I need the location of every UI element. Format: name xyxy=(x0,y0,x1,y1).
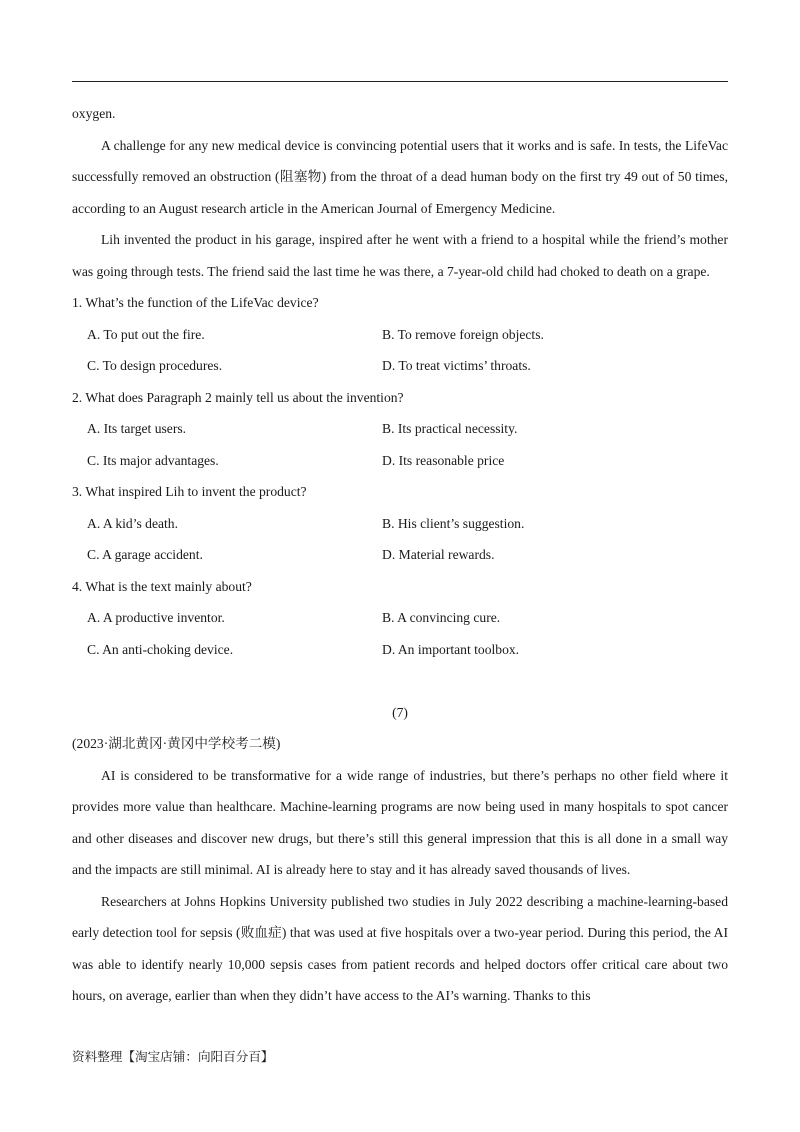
option-d: D. Material rewards. xyxy=(382,547,495,562)
paragraph-ai-healthcare: AI is considered to be transformative for a wide range of industries, but there’s perhaps no other field where it provides more value than healthcare. Machine-learning programs are now being used in many hospitals to spot cancer and other diseases and discover new drugs, but there’s still this general impression that this is all done in a small way and the impacts are still minimal. AI is already here to stay and it has already saved thousands of lives. xyxy=(72,767,728,877)
paragraph-inspiration: Lih invented the product in his garage, inspired after he went with a friend to a hospital while the friend’s mother was going through tests. The friend said the last time he was there, a 7-year-old child had choked to death on a grape. xyxy=(72,232,728,279)
option-a: A. Its target users. xyxy=(87,421,187,436)
source-line: (2023·湖北黄冈·黄冈中学校考二模) xyxy=(72,736,281,751)
section-number: (7) xyxy=(392,704,408,720)
paragraph-device-tests: A challenge for any new medical device is convincing potential users that it works and is safe. In tests, the LifeVac successfully removed an obstruction (阻塞物) from the throat of a dead human body on the first try 49 out of 50 times, according to an August research article in the American Journal of Emergency Medicine. xyxy=(72,137,728,216)
option-c: C. Its major advantages. xyxy=(87,452,219,468)
option-a: A. A kid’s death. xyxy=(87,515,179,531)
option-grid xyxy=(72,413,728,476)
option-d: D. An important toolbox. xyxy=(382,641,520,657)
option-c: C. To design procedures. xyxy=(87,358,223,373)
question-stem: 1. What’s the function of the LifeVac device? xyxy=(72,295,319,310)
question-stem: 4. What is the text mainly about? xyxy=(72,578,252,594)
option-a: A. To put out the fire. xyxy=(87,326,205,342)
option-d: D. To treat victims’ throats. xyxy=(382,358,531,373)
question-3 xyxy=(72,476,728,571)
option-d: D. Its reasonable price xyxy=(382,452,505,468)
question-1 xyxy=(72,287,728,382)
question-2 xyxy=(72,382,728,477)
option-grid xyxy=(72,602,728,665)
option-c: C. A garage accident. xyxy=(87,547,203,562)
option-a: A. A productive inventor. xyxy=(87,610,225,625)
option-b: B. Its practical necessity. xyxy=(382,421,518,436)
option-b: B. His client’s suggestion. xyxy=(382,515,525,531)
question-stem: 3. What inspired Lih to invent the product? xyxy=(72,484,307,499)
option-grid xyxy=(72,508,728,571)
header-rule xyxy=(72,81,728,82)
document-body xyxy=(72,98,728,1012)
option-grid xyxy=(72,319,728,382)
option-b: B. A convincing cure. xyxy=(382,610,501,625)
option-b: B. To remove foreign objects. xyxy=(382,326,544,342)
question-stem: 2. What does Paragraph 2 mainly tell us about the invention? xyxy=(72,389,404,405)
section-spacer xyxy=(72,665,728,697)
paragraph-sepsis-study: Researchers at Johns Hopkins University published two studies in July 2022 describing a machine-learning-based early detection tool for sepsis (败血症) that was used at five hospitals over a two-year period. During this period, the AI was able to identify nearly 10,000 sepsis cases from patient records and helped doctors offer critical care about two hours, on average, earlier than when they didn’t have access to the AI’s warning. Thanks to this xyxy=(72,893,728,1003)
footer-note: 资料整理【淘宝店铺：向阳百分百】 xyxy=(72,1049,274,1064)
question-4 xyxy=(72,571,728,666)
paragraph-continuation: oxygen. xyxy=(72,106,116,121)
option-c: C. An anti-choking device. xyxy=(87,641,234,657)
